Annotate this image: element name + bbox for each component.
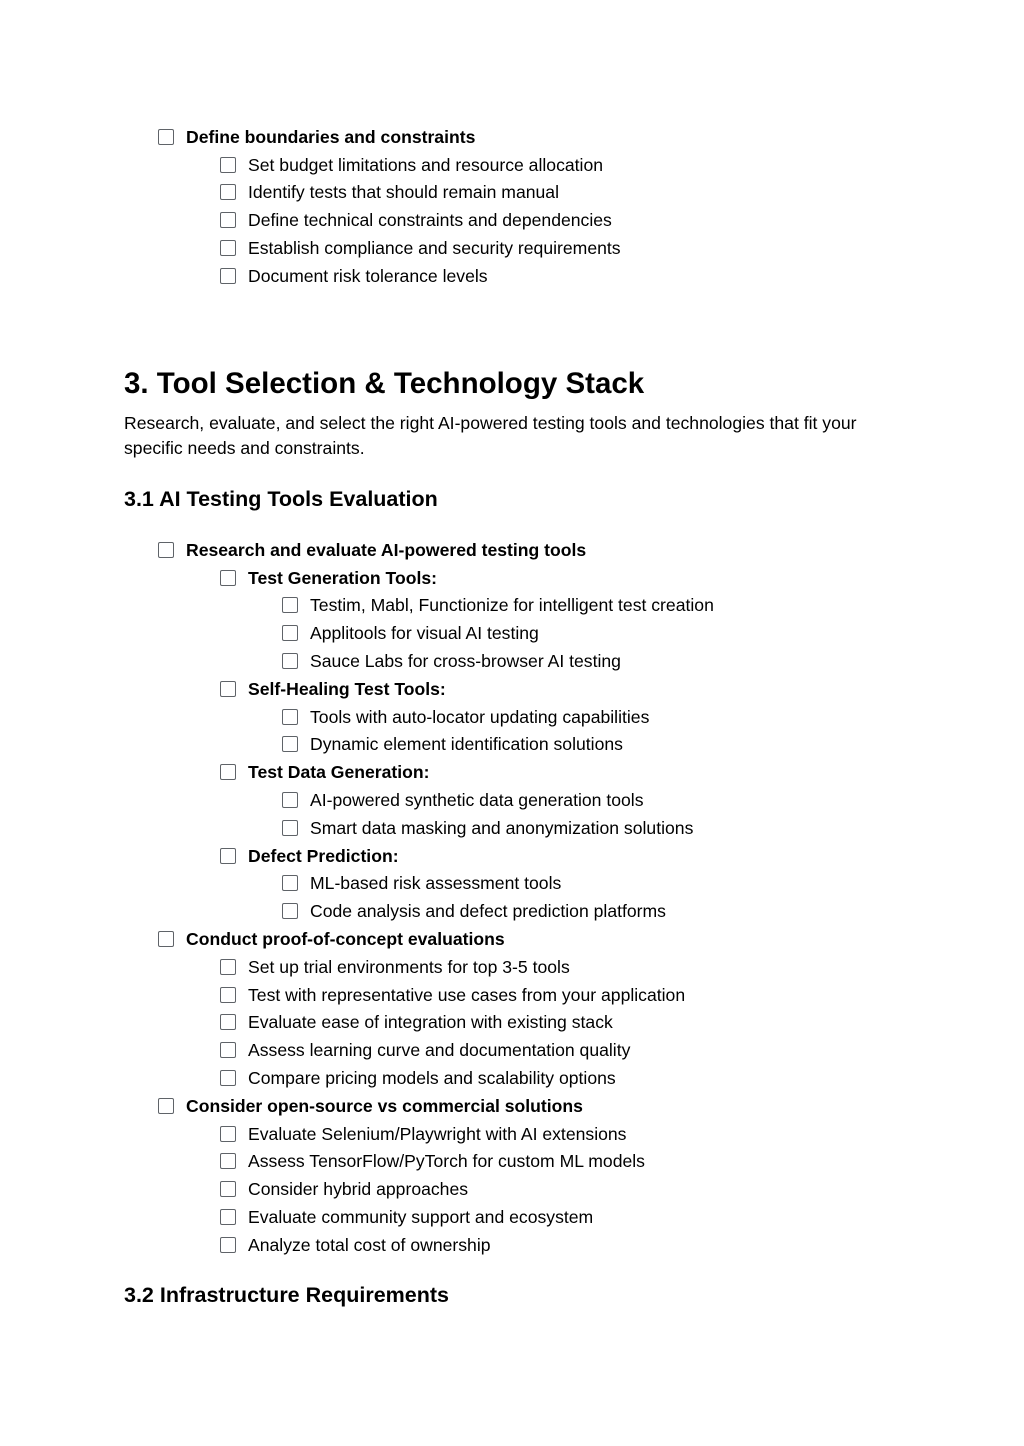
checklist-item (0, 1009, 1024, 1037)
checklist-item-label: Applitools for visual AI testing (310, 623, 539, 644)
checkbox[interactable] (220, 848, 236, 864)
checkbox[interactable] (220, 1042, 236, 1058)
checkbox[interactable] (220, 184, 236, 200)
checklist-item (0, 703, 1024, 731)
checkbox[interactable] (220, 240, 236, 256)
checkbox[interactable] (220, 1070, 236, 1086)
checklist-item-label: Analyze total cost of ownership (248, 1234, 491, 1255)
checklist-item (0, 981, 1024, 1009)
checklist-item-label: Research and evaluate AI-powered testing tools (186, 539, 587, 560)
subsection-3-2-heading: 3.2 Infrastructure Requirements (124, 1283, 449, 1307)
checkbox[interactable] (220, 959, 236, 975)
checkbox[interactable] (220, 1126, 236, 1142)
checkbox[interactable] (282, 792, 298, 808)
checkbox[interactable] (220, 570, 236, 586)
section-3-intro: Research, evaluate, and select the right AI-powered testing tools and technologies that fit your specific needs and constraints. (124, 413, 857, 458)
checkbox[interactable] (220, 1209, 236, 1225)
checklist-item-label: Establish compliance and security requirements (248, 238, 621, 259)
tools-evaluation-checklist (0, 536, 1024, 1259)
checkbox[interactable] (220, 764, 236, 780)
checklist-item (0, 206, 1024, 234)
checkbox[interactable] (282, 653, 298, 669)
checklist-item-label: Define boundaries and constraints (186, 126, 476, 147)
checklist-item-label: Defect Prediction: (248, 845, 399, 866)
checklist-item (0, 897, 1024, 925)
checkbox[interactable] (158, 931, 174, 947)
checklist-item (0, 1064, 1024, 1092)
checklist-item (0, 1148, 1024, 1176)
checkbox[interactable] (220, 1153, 236, 1169)
checkbox[interactable] (282, 625, 298, 641)
checklist-item (0, 1036, 1024, 1064)
checklist-item (0, 179, 1024, 207)
checklist-item-label: Tools with auto-locator updating capabilities (310, 706, 650, 727)
checklist-item-label: Set up trial environments for top 3-5 tools (248, 956, 570, 977)
checklist-item (0, 619, 1024, 647)
checkbox[interactable] (282, 903, 298, 919)
checklist-item (0, 1120, 1024, 1148)
checklist-item (0, 758, 1024, 786)
checklist-item-label: Test Generation Tools: (248, 567, 437, 588)
checklist-item-label: AI-powered synthetic data generation tools (310, 790, 644, 811)
checklist-item-label: Compare pricing models and scalability options (248, 1068, 616, 1089)
checklist-item (0, 814, 1024, 842)
checklist-item (0, 675, 1024, 703)
subsection-3-1-heading: 3.1 AI Testing Tools Evaluation (124, 487, 438, 511)
checklist-item-label: Assess learning curve and documentation quality (248, 1040, 631, 1061)
checklist-item-label: Define technical constraints and dependencies (248, 210, 612, 231)
checklist-item (0, 786, 1024, 814)
checklist-item-label: Assess TensorFlow/PyTorch for custom ML models (248, 1151, 645, 1172)
checklist-item-label: Conduct proof-of-concept evaluations (186, 929, 505, 950)
checklist-item-label: Test with representative use cases from your application (248, 984, 686, 1005)
checkbox[interactable] (220, 1237, 236, 1253)
checklist-item-label: Identify tests that should remain manual (248, 182, 559, 203)
checklist-item (0, 953, 1024, 981)
checklist-item (0, 647, 1024, 675)
checkbox[interactable] (282, 820, 298, 836)
checkbox[interactable] (220, 157, 236, 173)
checkbox[interactable] (158, 129, 174, 145)
checkbox[interactable] (282, 597, 298, 613)
checklist-item (0, 925, 1024, 953)
checklist-item-label: Consider open-source vs commercial solutions (186, 1095, 583, 1116)
checklist-item-label: Document risk tolerance levels (248, 265, 488, 286)
checkbox[interactable] (220, 681, 236, 697)
checkbox[interactable] (220, 1014, 236, 1030)
checklist-item-label: Smart data masking and anonymization solutions (310, 817, 694, 838)
checklist-item (0, 123, 1024, 151)
boundaries-checklist (0, 123, 1024, 290)
checklist-item-label: Evaluate ease of integration with existing stack (248, 1012, 613, 1033)
checklist-item (0, 870, 1024, 898)
checklist-item (0, 731, 1024, 759)
checkbox[interactable] (282, 709, 298, 725)
checklist-item-label: Code analysis and defect prediction platforms (310, 901, 666, 922)
checklist-item (0, 151, 1024, 179)
checkbox[interactable] (220, 268, 236, 284)
checklist-item (0, 1231, 1024, 1259)
checklist-item-label: Self-Healing Test Tools: (248, 678, 446, 699)
checklist-item (0, 564, 1024, 592)
checklist-item-label: Consider hybrid approaches (248, 1179, 469, 1200)
checklist-item (0, 234, 1024, 262)
checklist-item-label: Evaluate community support and ecosystem (248, 1207, 594, 1228)
checklist-item-label: Set budget limitations and resource allocation (248, 154, 604, 175)
checklist-item (0, 592, 1024, 620)
checklist-item (0, 1175, 1024, 1203)
checkbox[interactable] (158, 542, 174, 558)
checkbox[interactable] (282, 736, 298, 752)
checkbox[interactable] (158, 1098, 174, 1114)
checkbox[interactable] (220, 987, 236, 1003)
checkbox[interactable] (282, 875, 298, 891)
section-3-heading: 3. Tool Selection & Technology Stack (124, 367, 645, 400)
checklist-item (0, 842, 1024, 870)
checklist-item-label: Sauce Labs for cross-browser AI testing (310, 651, 621, 672)
checklist-item (0, 1092, 1024, 1120)
checklist-item (0, 1203, 1024, 1231)
checkbox[interactable] (220, 1181, 236, 1197)
checklist-item-label: Evaluate Selenium/Playwright with AI extensions (248, 1123, 627, 1144)
checklist-item (0, 536, 1024, 564)
checklist-item (0, 262, 1024, 290)
checklist-item-label: Dynamic element identification solutions (310, 734, 623, 755)
checklist-item-label: Test Data Generation: (248, 762, 430, 783)
checklist-item-label: ML-based risk assessment tools (310, 873, 562, 894)
checklist-item-label: Testim, Mabl, Functionize for intelligent test creation (310, 595, 714, 616)
checkbox[interactable] (220, 212, 236, 228)
